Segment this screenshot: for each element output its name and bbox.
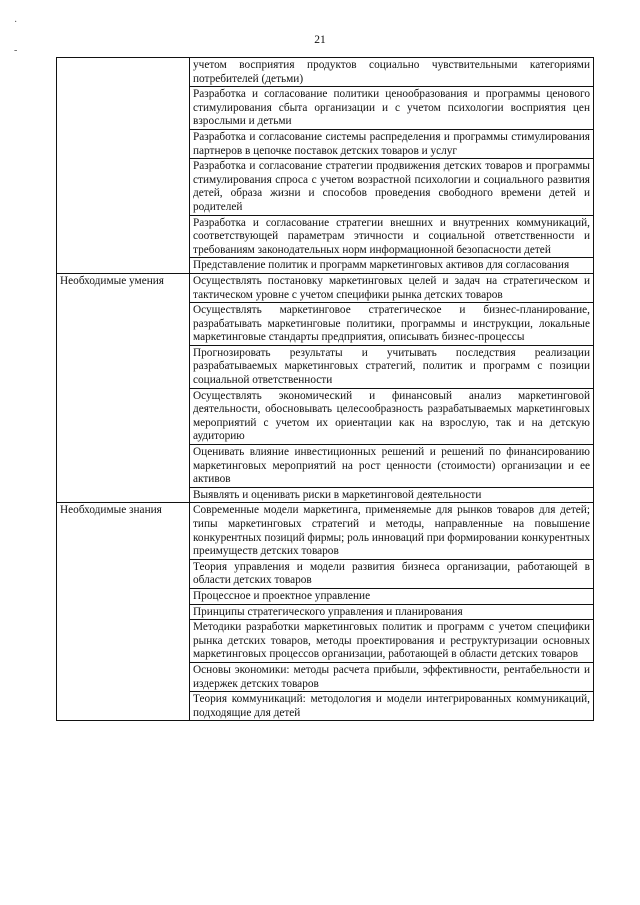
table-cell: Основы экономики: методы расчета прибыли, эффективности, рентабельности и издержек детских товаров	[190, 662, 594, 691]
table-cell: Принципы стратегического управления и планирования	[190, 604, 594, 620]
page-number: 21	[314, 34, 326, 46]
section-header-skills: Необходимые умения	[57, 273, 190, 503]
table-cell: Современные модели маркетинга, применяемые для рынков товаров для детей; типы маркетинговых стратегий и методы, направленные на повышение конкурентных позиций фирмы; роль инноваций при формировании конкурентных преимуществ детских товаров	[190, 503, 594, 559]
table-cell: учетом восприятия продуктов социально чувствительными категориями потребителей (детьми)	[190, 58, 594, 87]
table-cell: Методики разработки маркетинговых политик и программ с учетом специфики рынка детских товаров, методы проектирования и реструктуризации основных маркетинговых процессов организации, работающей в области детских товаров	[190, 620, 594, 663]
table-cell: Разработка и согласование системы распределения и программы стимулирования партнеров в цепочке поставок детских товаров и услуг	[190, 129, 594, 158]
table-cell: Осуществлять маркетинговое стратегическое и бизнес-планирование, разрабатывать маркетинговые политики, программы и инструкции, локальные маркетинговые стандарты предприятия, описывать бизнес-процессы	[190, 303, 594, 346]
requirements-table	[56, 57, 594, 721]
table-cell: Теория коммуникаций: методология и модели интегрированных коммуникаций, подходящие для детей	[190, 692, 594, 721]
scan-speck: ·	[14, 17, 18, 28]
scan-speck: -	[14, 45, 18, 56]
table-cell: Прогнозировать результаты и учитывать последствия реализации разрабатываемых маркетинговых стратегий, политик и программ с позиции социальной ответственности	[190, 345, 594, 388]
table-cell: Разработка и согласование политики ценообразования и программы ценового стимулирования сбыта организации и с учетом психологии восприятия цен взрослыми и детьми	[190, 87, 594, 130]
table-cell: Представление политик и программ маркетинговых активов для согласования	[190, 258, 594, 274]
table-cell: Осуществлять экономический и финансовый анализ маркетинговой деятельности, обосновывать целесообразность разрабатываемых маркетинговых мероприятий с учетом их ориентации как на взрослую, так и на детскую аудиторию	[190, 388, 594, 444]
table-cell: Разработка и согласование стратегии продвижения детских товаров и программы стимулирования спроса с учетом возрастной психологии и социального развития детей, образа жизни и способов проведения свободного времени детей и родителей	[190, 159, 594, 215]
table-cell: Разработка и согласование стратегии внешних и внутренних коммуникаций, соответствующей параметрам этичности и социальной ответственности и требованиям законодательных норм информационной безопасности детей	[190, 215, 594, 258]
table-cell: Оценивать влияние инвестиционных решений и решений по финансированию маркетинговых мероприятий на рост ценности (стоимости) организации и ее активов	[190, 445, 594, 488]
table-cell: Процессное и проектное управление	[190, 588, 594, 604]
table-row	[57, 273, 594, 302]
table-cell: Осуществлять постановку маркетинговых целей и задач на стратегическом и тактическом уровне с учетом специфики рынка детских товаров	[190, 273, 594, 302]
table-row	[57, 503, 594, 559]
table-cell: Теория управления и модели развития бизнеса организации, работающей в области детских товаров	[190, 559, 594, 588]
table-row	[57, 58, 594, 87]
table-cell: Выявлять и оценивать риски в маркетинговой деятельности	[190, 487, 594, 503]
section-header-empty	[57, 58, 190, 274]
section-header-knowledge: Необходимые знания	[57, 503, 190, 721]
